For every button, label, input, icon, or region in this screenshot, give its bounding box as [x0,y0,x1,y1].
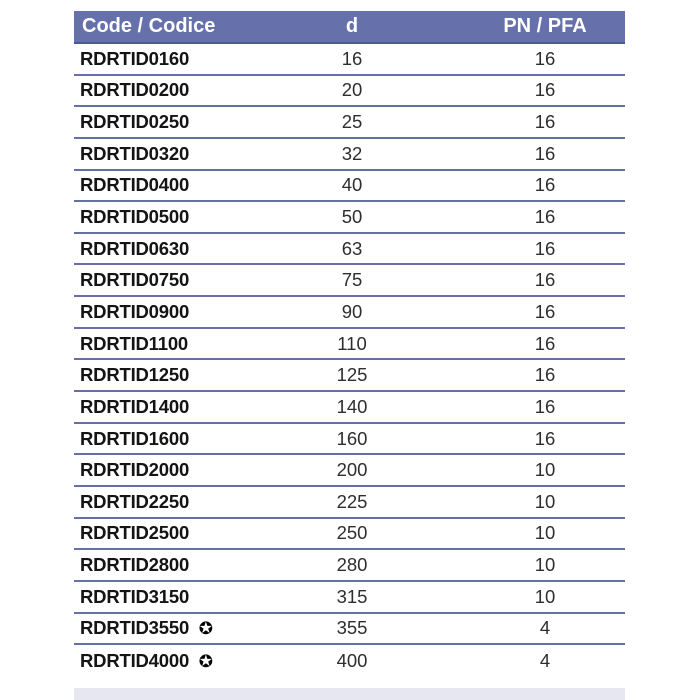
diameter-value: 90 [341,300,363,322]
diameter-value: 32 [341,142,363,164]
product-code: RDRTID3550 [80,617,190,639]
pn-pfa-value: 16 [534,395,556,417]
product-code: RDRTID0250 [80,111,190,133]
product-code: RDRTID2000 [80,459,190,481]
diameter-value: 125 [336,364,368,386]
diameter-value: 50 [341,206,363,228]
table-row [74,234,625,266]
table-row [74,645,625,677]
table-row [74,139,625,171]
pn-pfa-value: 10 [534,459,556,481]
star-icon: ✪ [193,619,213,640]
header-pn-pfa: PN / PFA [503,15,587,37]
diameter-value: 40 [341,174,363,196]
product-code: RDRTID2500 [80,522,190,544]
product-code: RDRTID0160 [80,47,190,69]
product-spec-table [74,11,625,677]
pn-pfa-value: 16 [534,332,556,354]
product-code: RDRTID2250 [80,490,190,512]
table-row [74,297,625,329]
next-section-bar [74,688,625,700]
product-code: RDRTID1100 [80,332,189,354]
diameter-value: 16 [341,47,363,69]
diameter-value: 225 [336,490,368,512]
table-row [74,487,625,519]
pn-pfa-value: 4 [539,617,551,639]
pn-pfa-value: 16 [534,79,556,101]
pn-pfa-value: 16 [534,111,556,133]
diameter-value: 25 [341,111,363,133]
product-code: RDRTID0750 [80,269,190,291]
product-code: RDRTID0900 [80,300,190,322]
table-row [74,614,625,646]
product-code: RDRTID2800 [80,554,190,576]
product-code: RDRTID1600 [80,427,190,449]
table-row [74,171,625,203]
table-row [74,265,625,297]
diameter-value: 75 [341,269,363,291]
pn-pfa-value: 16 [534,237,556,259]
product-code: RDRTID4000 [80,649,190,671]
table-row [74,519,625,551]
star-icon: ✪ [193,651,213,672]
diameter-value: 140 [336,395,368,417]
diameter-value: 315 [336,585,368,607]
pn-pfa-value: 10 [534,585,556,607]
product-code: RDRTID1400 [80,395,190,417]
table-row [74,392,625,424]
table-header-row [74,11,625,44]
pn-pfa-value: 16 [534,364,556,386]
diameter-value: 63 [341,237,363,259]
diameter-value: 110 [337,332,367,354]
pn-pfa-value: 4 [539,649,551,671]
table-row [74,329,625,361]
product-code: RDRTID0500 [80,206,190,228]
pn-pfa-value: 16 [534,300,556,322]
diameter-value: 355 [336,617,368,639]
table-row [74,455,625,487]
product-code: RDRTID0630 [80,237,190,259]
table-row [74,424,625,456]
product-code: RDRTID0200 [80,79,190,101]
table-row [74,550,625,582]
table-row [74,76,625,108]
pn-pfa-value: 10 [534,490,556,512]
pn-pfa-value: 16 [534,174,556,196]
header-code-codice: Code / Codice [82,15,216,37]
pn-pfa-value: 16 [534,206,556,228]
product-code: RDRTID0400 [80,174,190,196]
product-code: RDRTID0320 [80,142,190,164]
header-d: d [345,15,359,37]
table-row [74,107,625,139]
pn-pfa-value: 16 [534,47,556,69]
pn-pfa-value: 16 [534,269,556,291]
diameter-value: 200 [336,459,368,481]
table-row [74,360,625,392]
pn-pfa-value: 10 [534,522,556,544]
diameter-value: 280 [336,554,368,576]
diameter-value: 400 [336,649,368,671]
diameter-value: 250 [336,522,368,544]
pn-pfa-value: 16 [534,142,556,164]
table-row [74,44,625,76]
diameter-value: 20 [341,79,363,101]
table-row [74,582,625,614]
table-row [74,202,625,234]
diameter-value: 160 [336,427,368,449]
table-body [74,44,625,677]
pn-pfa-value: 10 [534,554,556,576]
product-code: RDRTID3150 [80,585,190,607]
pn-pfa-value: 16 [534,427,556,449]
product-code: RDRTID1250 [80,364,190,386]
